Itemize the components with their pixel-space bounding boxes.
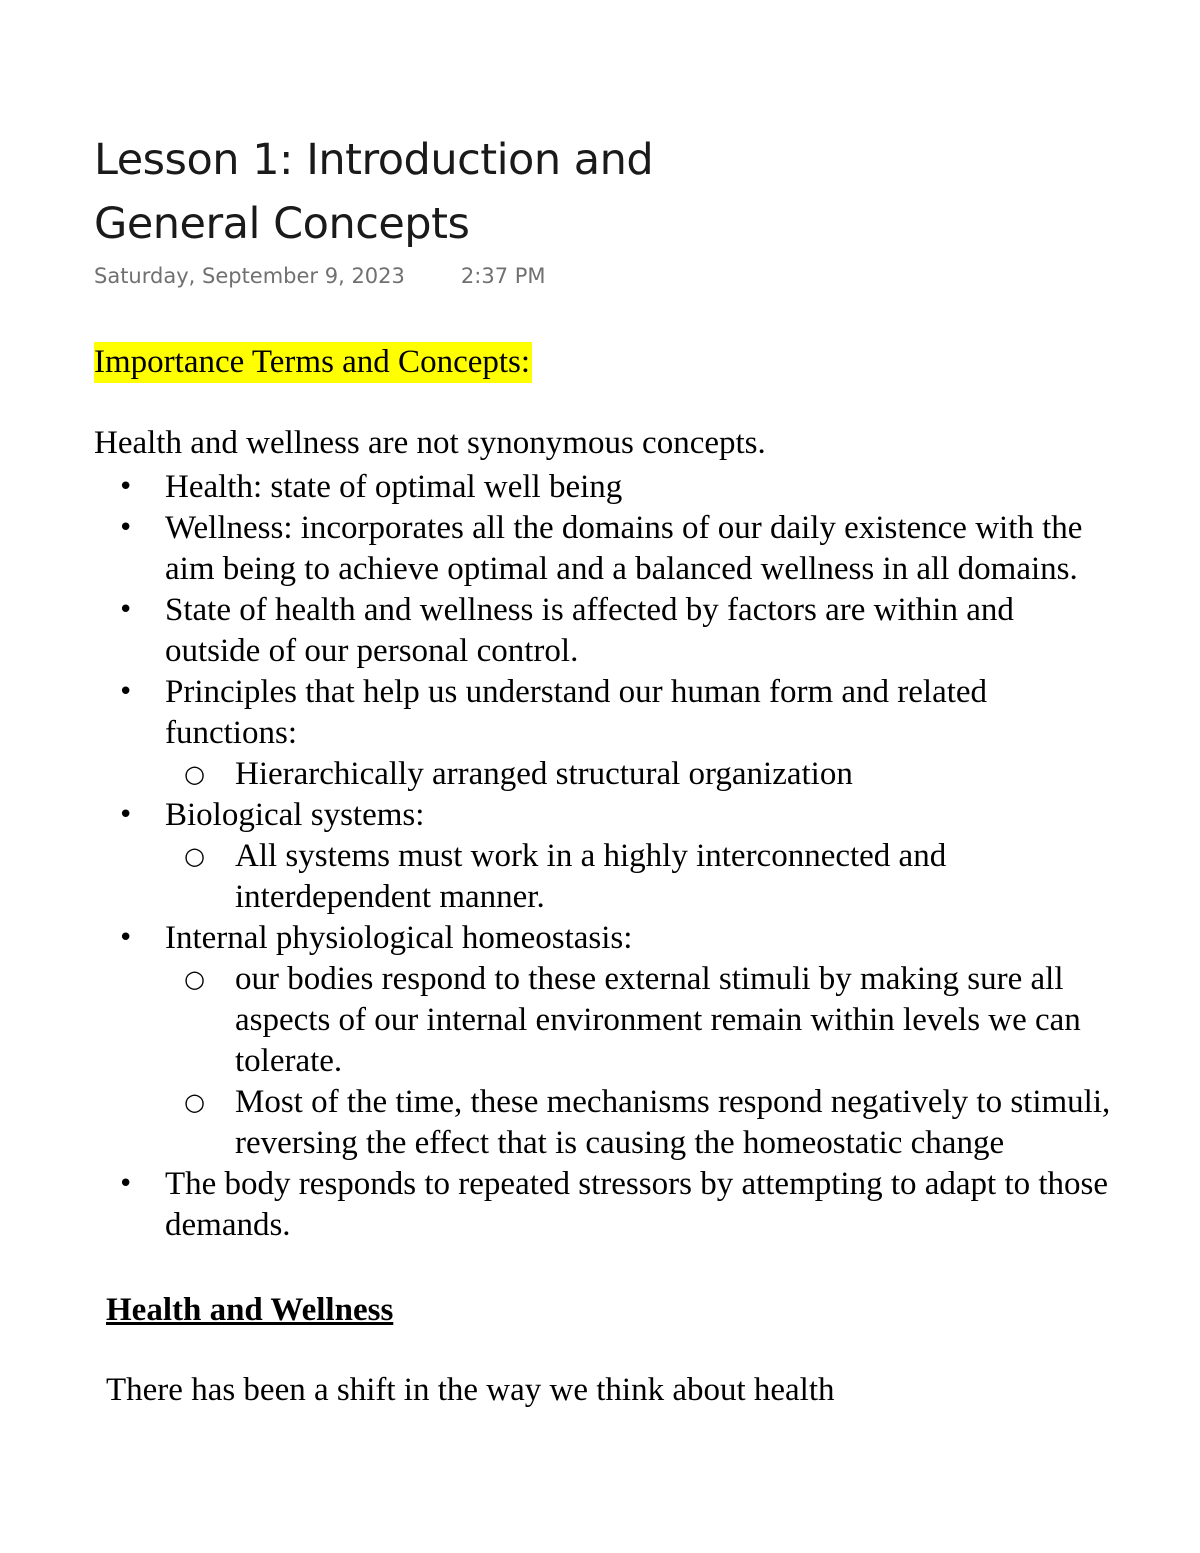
list-item: [0, 590, 1200, 672]
sub-list-item-text: Most of the time, these mechanisms respond negatively to stimuli,: [235, 1084, 1111, 1120]
section-heading: Health and Wellness: [106, 1292, 394, 1328]
circle-bullet-icon: ○: [184, 760, 205, 788]
list-item: [0, 508, 1200, 590]
bullet-icon: •: [118, 923, 134, 953]
list-item-text: Health: state of optimal well being: [165, 469, 623, 505]
sub-list-item: [165, 754, 1200, 795]
list-item-text: demands.: [165, 1207, 291, 1243]
list-item: [0, 795, 1200, 918]
sub-list-item-text: tolerate.: [235, 1043, 343, 1079]
sub-list: [165, 754, 1200, 795]
sub-list-item-text: All systems must work in a highly interconnected and: [235, 838, 947, 874]
sub-list-item: [165, 836, 1200, 918]
circle-bullet-icon: ○: [184, 1088, 205, 1116]
page-title: [94, 128, 794, 256]
sub-list-item-text: aspects of our internal environment remain within levels we can: [235, 1002, 1081, 1038]
sub-list-item: [165, 959, 1200, 1082]
list-item: [0, 1164, 1200, 1246]
bullet-icon: •: [118, 595, 134, 625]
bullet-icon: •: [118, 677, 134, 707]
list-item-text: functions:: [165, 715, 297, 751]
sub-list-item-text: reversing the effect that is causing the homeostatic change: [235, 1125, 1005, 1161]
intro-paragraph: Health and wellness are not synonymous concepts.: [94, 425, 766, 461]
bullet-icon: •: [118, 472, 134, 502]
list-item-text: aim being to achieve optimal and a balanced wellness in all domains.: [165, 551, 1078, 587]
note-date: Saturday, September 9, 2023: [94, 264, 405, 288]
sub-list-item: [165, 1082, 1200, 1164]
sub-list: [165, 836, 1200, 918]
highlighted-heading: Importance Terms and Concepts:: [94, 342, 532, 383]
closing-paragraph: There has been a shift in the way we think about health: [106, 1372, 835, 1408]
bullet-icon: •: [118, 800, 134, 830]
sub-list-item-text: Hierarchically arranged structural organization: [235, 756, 853, 792]
sub-list-item-text: interdependent manner.: [235, 879, 545, 915]
circle-bullet-icon: ○: [184, 842, 205, 870]
bullet-icon: •: [118, 513, 134, 543]
list-item-text: Wellness: incorporates all the domains of our daily existence with the: [165, 510, 1083, 546]
list-item: [0, 918, 1200, 1164]
bullet-icon: •: [118, 1169, 134, 1199]
list-item-text: Principles that help us understand our human form and related: [165, 674, 988, 710]
list-item-text: outside of our personal control.: [165, 633, 579, 669]
page-title-line-2: General Concepts: [94, 199, 470, 249]
page-title-line-1: Lesson 1: Introduction and: [94, 135, 654, 185]
list-item-text: Internal physiological homeostasis:: [165, 920, 633, 956]
sub-list-item-text: our bodies respond to these external stimuli by making sure all: [235, 961, 1064, 997]
sub-list: [165, 959, 1200, 1164]
list-item: [0, 672, 1200, 795]
note-time: 2:37 PM: [460, 264, 546, 288]
note-metadata: [94, 264, 546, 288]
bullet-list: [0, 467, 1200, 1246]
list-item-text: Biological systems:: [165, 797, 425, 833]
circle-bullet-icon: ○: [184, 965, 205, 993]
list-item-text: State of health and wellness is affected by factors are within and: [165, 592, 1014, 628]
list-item: [0, 467, 1200, 508]
list-item-text: The body responds to repeated stressors by attempting to adapt to those: [165, 1166, 1109, 1202]
